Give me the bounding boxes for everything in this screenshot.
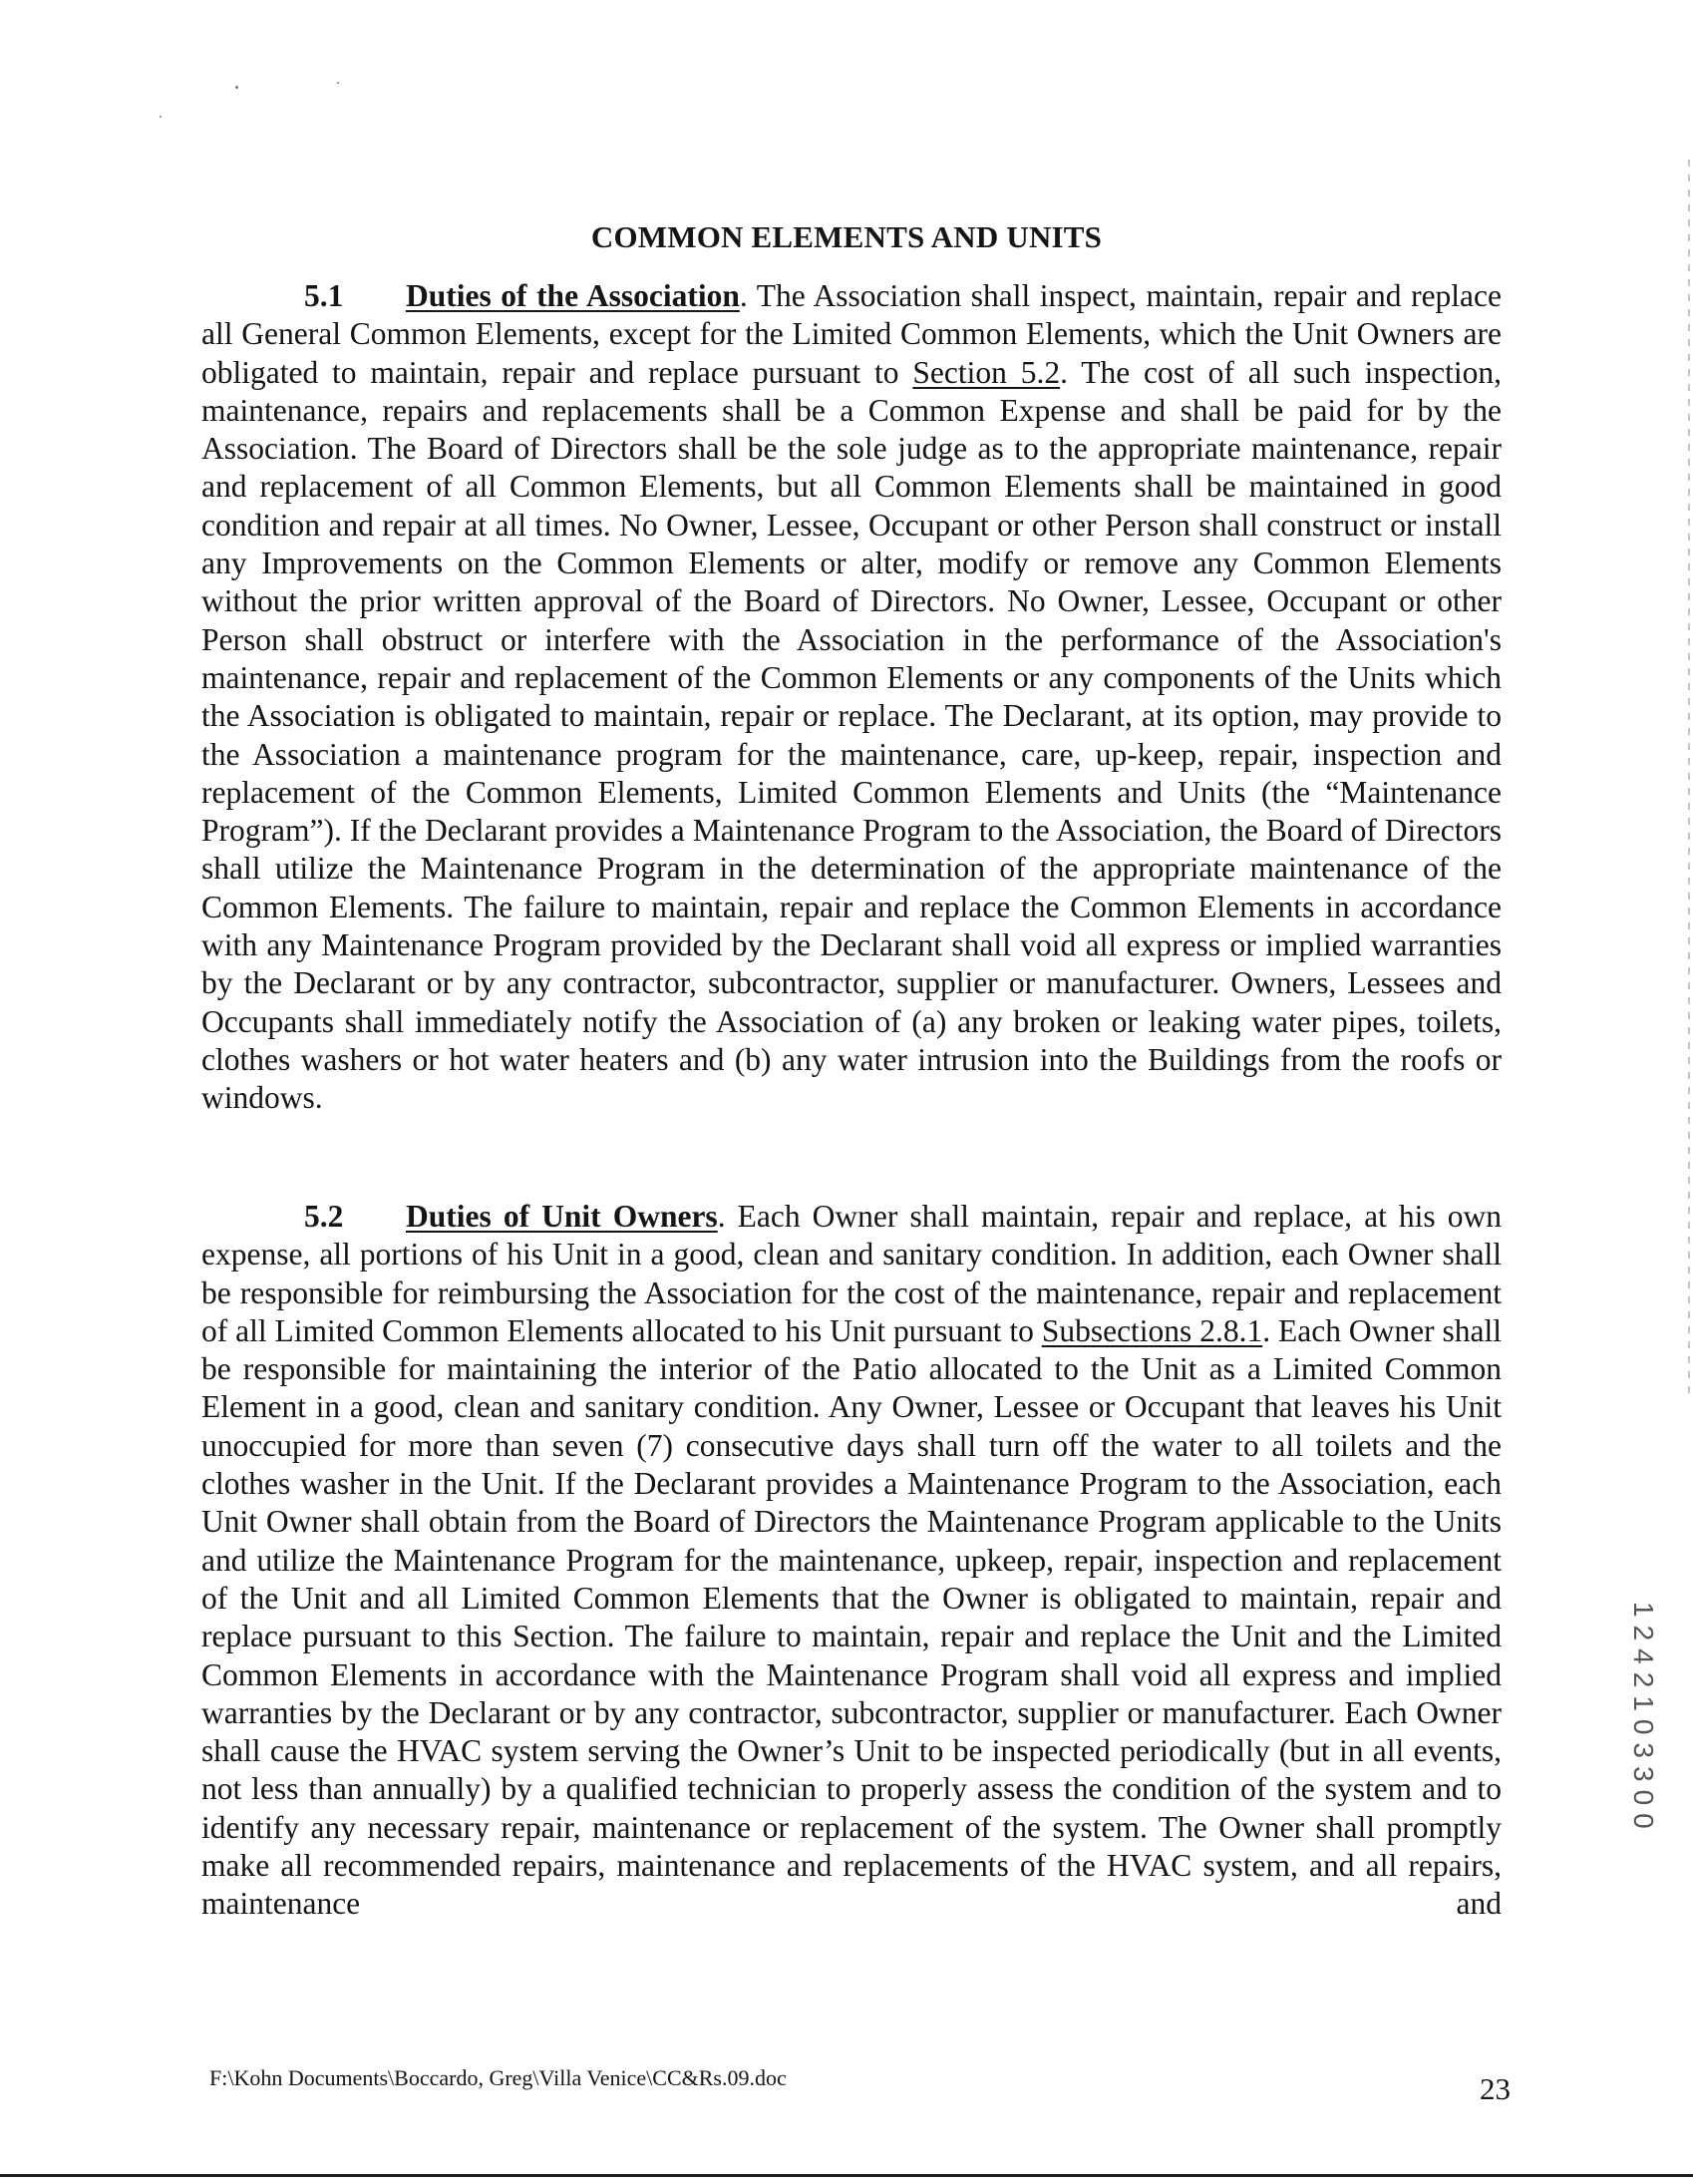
scan-speck: [337, 82, 339, 84]
scan-speck: [160, 116, 162, 118]
section-number: 5.2: [304, 1199, 344, 1234]
document-file-path: F:\Kohn Documents\Boccardo, Greg\Villa Venice\CC&Rs.09.doc: [209, 2065, 787, 2090]
section-reference: Section 5.2: [912, 354, 1061, 390]
vertical-document-stamp: [1627, 1602, 1667, 1871]
section-body-text: . The cost of all such inspection, maintenance, repairs and replacements shall be a Common Expense and shall be paid for by the Association. The Board of Directors shall be the sole judge as to the appropriate maintenance, repair and replacement of all Common Elements, but all Common Elements shall be maintained in good condition and repair at all times. No Owner, Lessee, Occupant or other Person shall construct or install any Improvements on the Common Elements or alter, modify or remove any Common Elements without the prior written approval of the Board of Directors. No Owner, Lessee, Occupant or other Person shall obstruct or interfere with the Association in the performance of the Association's maintenance, repair and replacement of the Common Elements or any components of the Units which the Association is obligated to maintain, repair or replace. The Declarant, at its option, may provide to the Association a maintenance program for the maintenance, care, up-keep, repair, inspection and replacement of the Common Elements, Limited Common Elements and Units (the “Maintenance Program”). If the Declarant provides a Maintenance Program to the Association, the Board of Directors shall utilize the Maintenance Program in the determination of the appropriate maintenance of the Common Elements. The failure to maintain, repair and replace the Common Elements in accordance with any Maintenance Program provided by the Declarant shall void all express or implied warranties by the Declarant or by any contractor, subcontractor, supplier or manufacturer. Owners, Lessees and Occupants shall immediately notify the Association of (a) any broken or leaking water pipes, toilets, clothes washers or hot water heaters and (b) any water intrusion into the Buildings from the roofs or windows.: [201, 354, 1502, 1116]
section-reference: Subsections 2.8.1: [1041, 1312, 1263, 1348]
section-body-text: The Association shall inspect, maintain, repair and replace all General Common Elements, except for the Limited Common Elements, which the Unit Owners are obligated to maintain, repair and replace pursuant to: [201, 278, 1502, 390]
section-body-text: Each Owner shall maintain, repair and replace, at his own expense, all portions of his Unit in a good, clean and sanitary condition. In addition, each Owner shall be responsible for reimbursing the Association for the cost of the maintenance, repair and replacement of all Limited Common Elements allocated to his Unit pursuant to: [201, 1199, 1502, 1348]
scan-edge-line: [1688, 160, 1690, 1396]
scan-speck: [235, 86, 238, 89]
heading-punctuation: .: [739, 278, 748, 313]
page-number: 23: [1480, 2071, 1511, 2106]
page-title: COMMON ELEMENTS AND UNITS: [590, 218, 1103, 254]
stamp-number: 1242103300: [1628, 1602, 1659, 1837]
section-number: 5.1: [304, 278, 344, 313]
heading-punctuation: .: [717, 1199, 726, 1234]
section-heading: Duties of the Association: [406, 278, 740, 313]
section-5-1: [201, 277, 1502, 1118]
bottom-scan-rule: [0, 2174, 1693, 2177]
section-5-2: [201, 1198, 1502, 1924]
section-body-text: . Each Owner shall be responsible for maintaining the interior of the Patio allocated to the Unit as a Limited Common Element in a good, clean and sanitary condition. Any Owner, Lessee or Occupant that leaves his Unit unoccupied for more than seven (7) consecutive days shall turn off the water to all toilets and the clothes washer in the Unit. If the Declarant provides a Maintenance Program to the Association, each Unit Owner shall obtain from the Board of Directors the Maintenance Program applicable to the Units and utilize the Maintenance Program for the maintenance, upkeep, repair, inspection and replacement of the Unit and all Limited Common Elements that the Owner is obligated to maintain, repair and replace pursuant to this Section. The failure to maintain, repair and replace the Unit and the Limited Common Elements in accordance with the Maintenance Program shall void all express and implied warranties by the Declarant or by any contractor, subcontractor, supplier or manufacturer. Each Owner shall cause the HVAC system serving the Owner’s Unit to be inspected periodically (but in all events, not less than annually) by a qualified technician to properly assess the condition of the system and to identify any necessary repair, maintenance or replacement of the system. The Owner shall promptly make all recommended repairs, maintenance and replacements of the HVAC system, and all repairs, maintenance and: [201, 1312, 1502, 1922]
section-heading: Duties of Unit Owners: [406, 1199, 718, 1234]
